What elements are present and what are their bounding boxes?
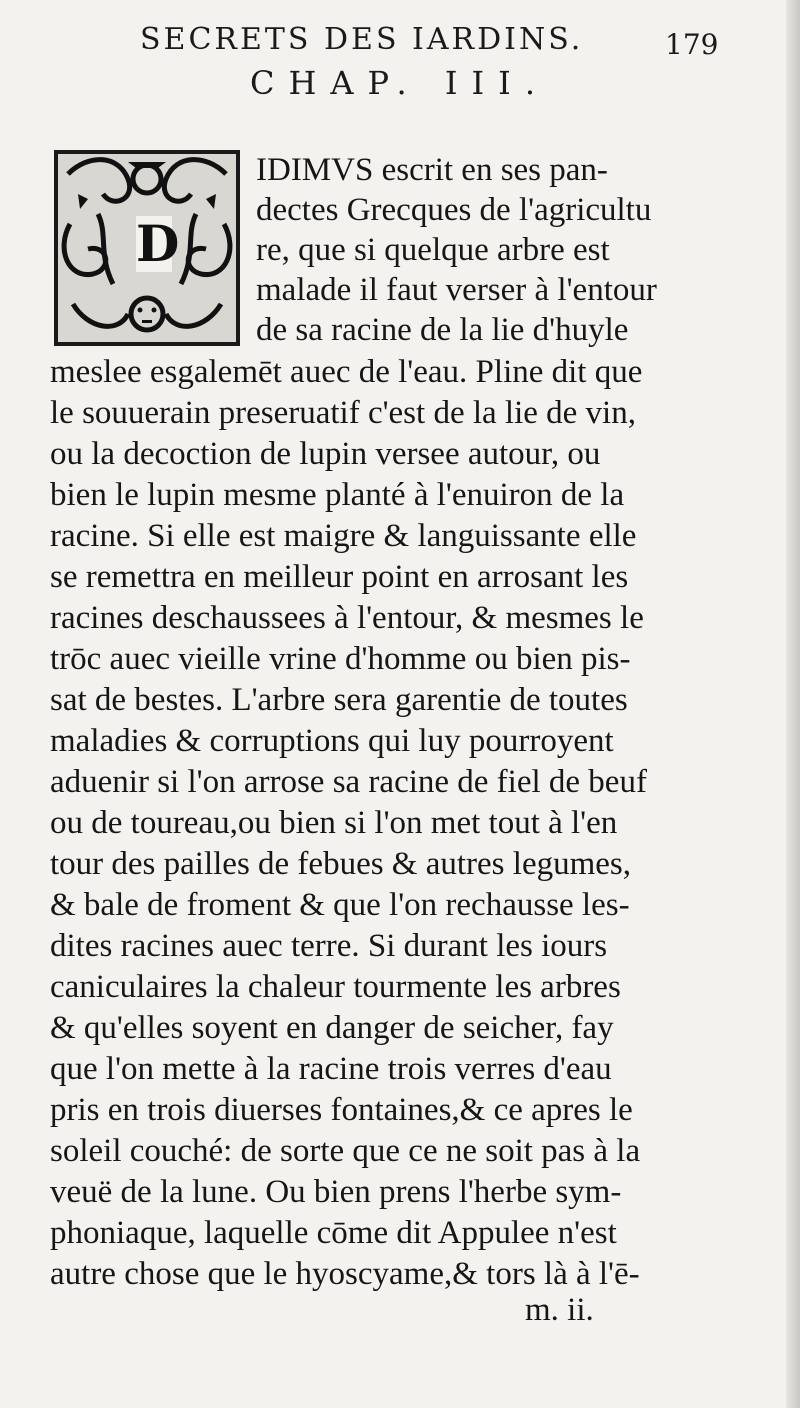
text-line: le souuerain preseruatif c'est de la lie de vin,: [50, 395, 636, 431]
text-line: autre chose que le hyoscyame,& tors là à l'ē-: [50, 1256, 640, 1292]
text-line: & qu'elles soyent en danger de seicher, fay: [50, 1010, 614, 1046]
text-line: que l'on mette à la racine trois verres d'eau: [50, 1051, 612, 1087]
text-line: ou de toureau,ou bien si l'on met tout à l'en: [50, 805, 618, 841]
text-line: ou la decoction de lupin versee autour, ou: [50, 436, 601, 472]
ornamental-initial: [54, 150, 240, 346]
page-number: 179: [665, 28, 719, 61]
page-edge: [786, 0, 800, 1408]
text-line: maladies & corruptions qui luy pourroyent: [50, 723, 614, 759]
text-line: sat de bestes. L'arbre sera garentie de toutes: [50, 682, 628, 718]
running-title: SECRETS DES IARDINS.: [140, 22, 584, 57]
text-line: meslee esgalemēt auec de l'eau. Pline dit que: [50, 354, 643, 390]
text-line: malade il faut verser à l'entour: [256, 272, 657, 308]
text-line: & bale de froment & que l'on rechausse les-: [50, 887, 630, 923]
text-line: se remettra en meilleur point en arrosant les: [50, 559, 629, 595]
text-line: caniculaires la chaleur tourmente les arbres: [50, 969, 621, 1005]
drop-cap-letter: D: [136, 214, 180, 273]
text-line: bien le lupin mesme planté à l'enuiron de la: [50, 477, 625, 513]
text-line: phoniaque, laquelle cōme dit Appulee n'est: [50, 1215, 617, 1251]
catchword: m. ii.: [525, 1292, 594, 1328]
text-line: pris en trois diuerses fontaines,& ce apres le: [50, 1092, 633, 1128]
text-line: re, que si quelque arbre est: [256, 232, 610, 268]
text-line: tour des pailles de febues & autres legumes,: [50, 846, 631, 882]
text-line: de sa racine de la lie d'huyle: [256, 312, 629, 348]
chapter-title: CHAP. III.: [250, 64, 549, 102]
text-line: trōc auec vieille vrine d'homme ou bien pis-: [50, 641, 631, 677]
text-line: racine. Si elle est maigre & languissante elle: [50, 518, 637, 554]
text-line: aduenir si l'on arrose sa racine de fiel de beuf: [50, 764, 647, 800]
text-line: dectes Grecques de l'agricultu: [256, 192, 652, 228]
text-line: dites racines auec terre. Si durant les iours: [50, 928, 608, 964]
text-line: racines deschaussees à l'entour, & mesmes le: [50, 600, 644, 636]
text-line: IDIMVS escrit en ses pan-: [256, 152, 608, 188]
text-line: veuë de la lune. Ou bien prens l'herbe sym-: [50, 1174, 622, 1210]
text-line: soleil couché: de sorte que ce ne soit pas à la: [50, 1133, 641, 1169]
